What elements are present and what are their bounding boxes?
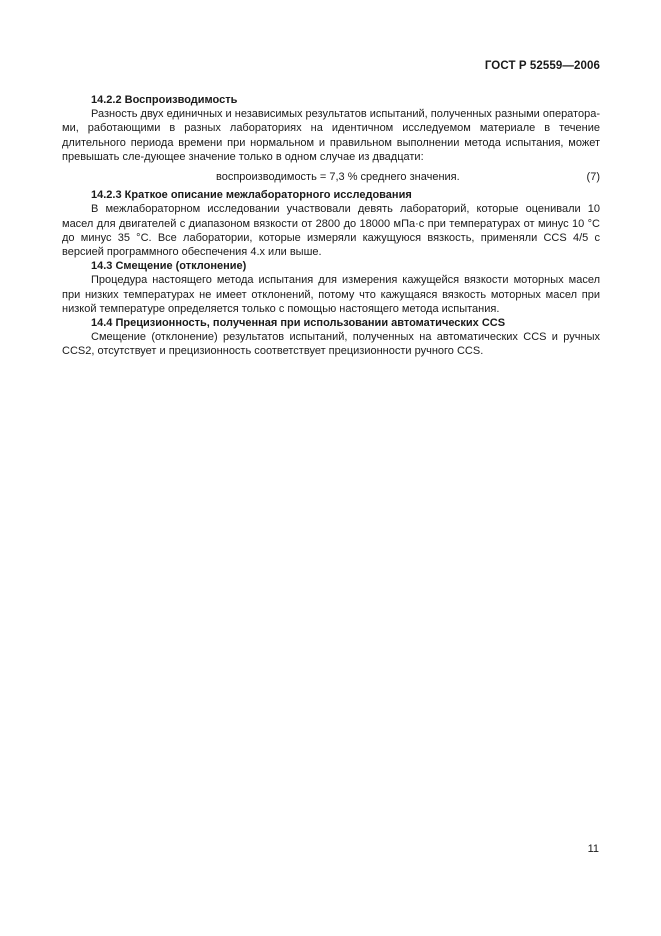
section-paragraph-14-2-3: В межлабораторном исследовании участвовали девять лабораторий, которые оценивали 10 масел для двигателей с диапазоном вязкости от 2800 до 18000 мПа·с при температурах от минус 10 °С до минус 35 °С. Все лаборатории, которые измеряли кажущуюся вязкость, применяли CCS 4/5 с версией программного обеспечения 4.x или выше.: [62, 203, 600, 259]
formula-text: воспроизводимость = 7,3 % среднего значения.: [216, 171, 460, 184]
formula-line: [62, 170, 600, 184]
document-body: [62, 93, 600, 359]
section-paragraph-14-4: Смещение (отклонение) результатов испытаний, полученных на автоматических CCS и ручных CCS2, отсутствует и прецизионность соответствует прецизионности ручного CCS.: [62, 331, 600, 358]
document-id-header: ГОСТ Р 52559—2006: [484, 60, 600, 72]
section-heading-14-2-2: 14.2.2 Воспроизводимость: [91, 94, 238, 106]
formula-number: (7): [586, 171, 600, 184]
section-heading-14-2-3: 14.2.3 Краткое описание межлабораторного исследования: [91, 189, 412, 202]
page-number: 11: [587, 843, 599, 855]
section-paragraph-14-3: Процедура настоящего метода испытания для измерения кажущейся вязкости моторных масел при низких температурах не имеет отклонений, потому что кажущаяся вязкость моторных масел при низкой температуре определяется только с помощью настоящего метода испытания.: [62, 274, 600, 315]
section-heading-14-4: 14.4 Прецизионность, полученная при использовании автоматических CCS: [91, 317, 506, 330]
section-paragraph-14-2-2: Разность двух единичных и независимых результатов испытаний, полученных разными оператора-ми, работающими в разных лабораториях на идентичном исследуемом материале в течение длительного периода времени при нормальном и правильном выполнении метода испытания, может превышать сле-дующее значение только в одном случае из двадцати:: [62, 108, 600, 163]
section-heading-14-3: 14.3 Смещение (отклонение): [91, 260, 247, 273]
